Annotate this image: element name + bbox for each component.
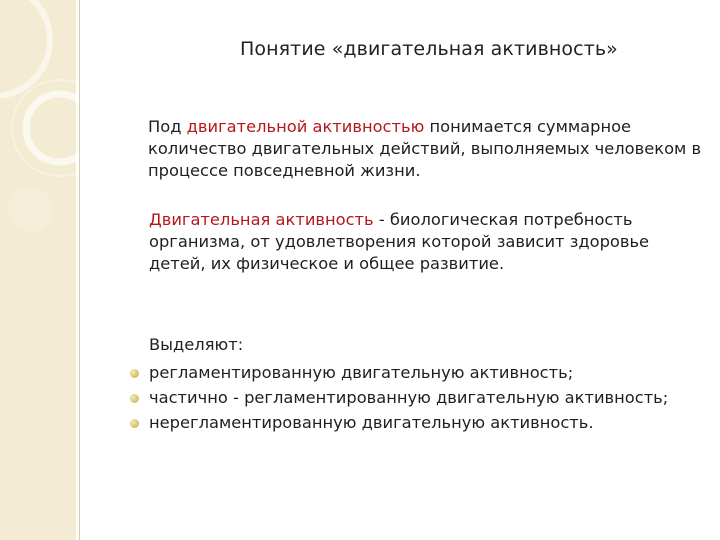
bullet-dot-icon: [130, 369, 139, 378]
side-divider: [79, 0, 80, 540]
definition-text: понимается суммарное количество двигательных действий, выполняемых человеком в процессе повседневной жизни.: [148, 117, 702, 180]
activity-types-list: [130, 362, 690, 437]
list-item-text: частично - регламентированную двигательную активность;: [149, 388, 669, 407]
need-paragraph: [149, 209, 704, 275]
need-text: - биологическая потребность организма, от удовлетворения которой зависит здоровье детей, их физическое и общее развитие.: [149, 210, 650, 273]
need-term: Двигательная активность: [149, 210, 374, 229]
list-lead: Выделяют:: [149, 335, 244, 354]
bullet-dot-icon: [130, 419, 139, 428]
list-item: [130, 412, 690, 434]
slide-title: Понятие «двигательная активность»: [240, 38, 618, 60]
definition-paragraph: [148, 116, 703, 182]
decorative-side-panel: [0, 0, 76, 540]
definition-prefix: Под: [148, 117, 187, 136]
list-item-text: регламентированную двигательную активность;: [149, 363, 574, 382]
definition-term: двигательной активностью: [186, 117, 425, 136]
list-item: [130, 387, 690, 409]
decorative-circles-graphic: [0, 0, 76, 540]
list-item-text: нерегламентированную двигательную активность.: [149, 413, 594, 432]
bullet-dot-icon: [130, 394, 139, 403]
list-item: [130, 362, 690, 384]
